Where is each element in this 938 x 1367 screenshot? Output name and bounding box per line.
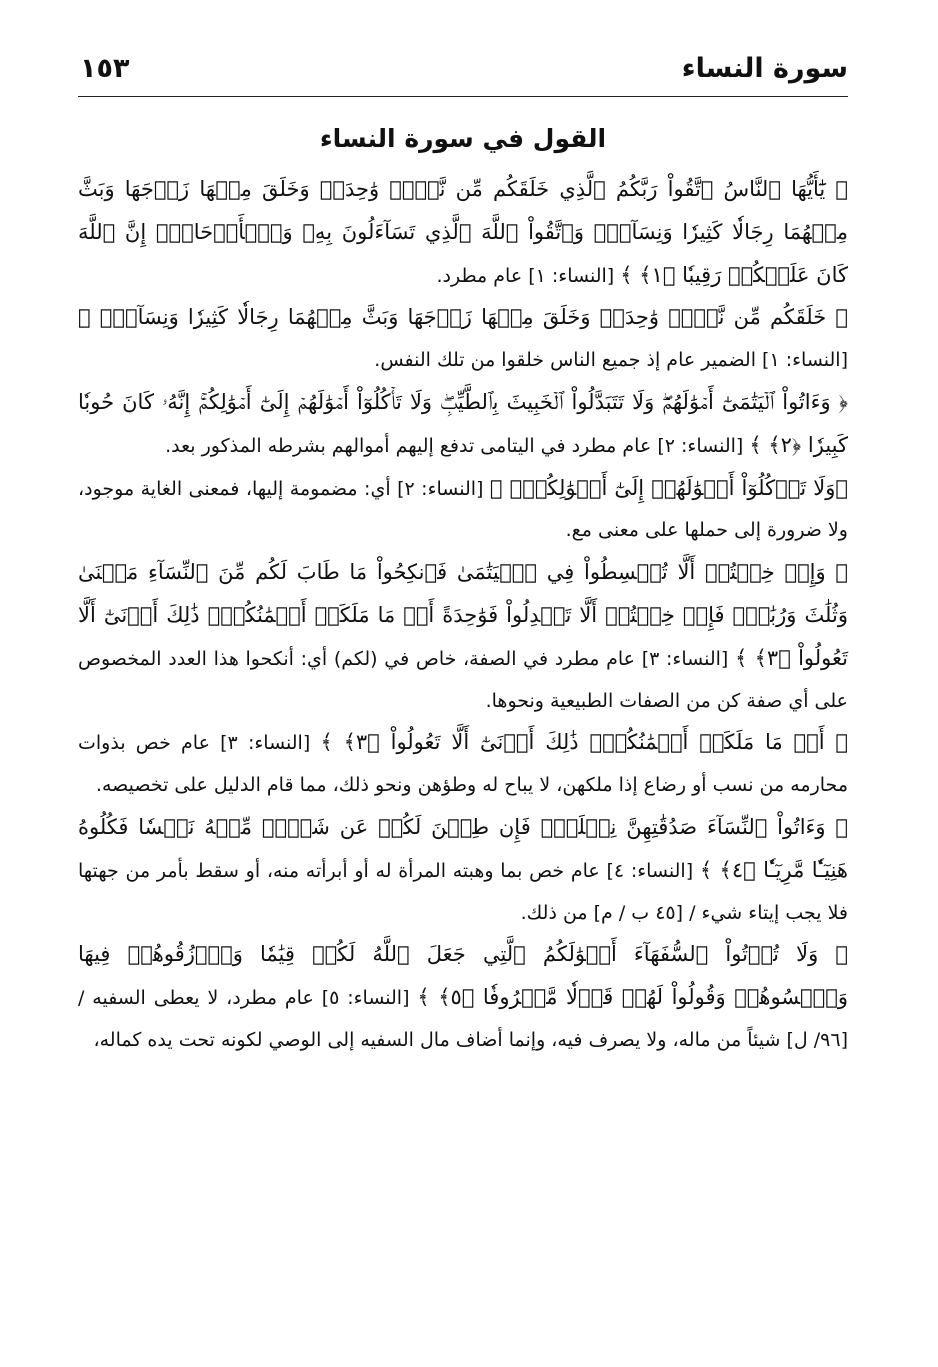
ayah-text: ﴿ وَلَا تُؤۡتُواْ ٱلسُّفَهَآءَ أَمۡوَٰلَكُمُ ٱلَّتِي جَعَلَ ٱللَّهُ لَكُمۡ قِيَٰمٗا وَٱرۡزُقُوهُمۡ فِيهَا وَٱكۡسُوهُمۡ وَقُولُواْ لَهُمۡ قَوۡلٗا مَّعۡرُوفٗا ﴿٥﴾ ﴾ — [78, 942, 849, 1010]
chapter-title: القول في سورة النساء — [319, 124, 607, 153]
commentary-entries — [78, 169, 848, 1062]
commentary-text: عام مطرد في الصفة، خاص في (لكم) أي: أنكحوا هذا العدد المخصوص على أي صفة كن من الصفات الطبيعية ونحوها. — [78, 647, 848, 712]
ayah-text: ﴿ وَءَاتُواْ ٱلۡيَتَٰمَىٰٓ أَمۡوَٰلَهُمۡۖ وَلَا تَتَبَدَّلُواْ ٱلۡخَبِيثَ بِٱلطَّيِّبِۖ وَلَا تَأۡكُلُوٓاْ أَمۡوَٰلَهُمۡ إِلَىٰٓ أَمۡوَٰلِكُمۡۚ إِنَّهُۥ كَانَ حُوبٗا كَبِيرٗا ﴿٢﴾ ﴾ — [78, 389, 848, 457]
entry-7 — [78, 807, 848, 934]
ayah-text: ﴿ وَإِنۡ خِفۡتُمۡ أَلَّا تُقۡسِطُواْ فِي ٱلۡيَتَٰمَىٰ فَٱنكِحُواْ مَا طَابَ لَكُم مِّنَ ٱلنِّسَآءِ مَثۡنَىٰ وَثُلَٰثَ وَرُبَٰعَۖ فَإِنۡ خِفۡتُمۡ أَلَّا تَعۡدِلُواْ فَوَٰحِدَةً أَوۡ مَا مَلَكَتۡ أَيۡمَٰنُكُمۡۚ ذَٰلِكَ أَدۡنَىٰٓ أَلَّا تَعُولُواْ ﴿٣﴾ ﴾ — [78, 560, 849, 670]
ayah-reference: [النساء: ٣] — [641, 647, 729, 670]
ayah-text: ﴿ خَلَقَكُم مِّن نَّفۡسٖ وَٰحِدَةٖ وَخَلَقَ مِنۡهَا زَوۡجَهَا وَبَثَّ مِنۡهُمَا رِجَالٗا كَثِيرٗا وَنِسَآءٗۚ ﴾ — [78, 305, 848, 330]
entry-3 — [78, 382, 848, 468]
entry-2 — [78, 297, 848, 382]
ayah-reference: [النساء: ٥] — [321, 987, 410, 1010]
entry-8 — [78, 934, 848, 1061]
commentary-text: عام خص بما وهبته المرأة له أو أبرأته منه، أو سقط بأمر من جهتها فلا يجب إيتاء شيء / [٤٥ ب / م] من ذلك. — [78, 859, 848, 924]
ayah-reference: [النساء: ٢] — [397, 477, 484, 500]
ayah-text: ﴿ أَوۡ مَا مَلَكَتۡ أَيۡمَٰنُكُمۡۚ ذَٰلِكَ أَدۡنَىٰٓ أَلَّا تَعُولُواْ ﴿٣﴾ ﴾ — [320, 730, 848, 755]
commentary-text: عام مطرد في اليتامى تدفع إليهم أموالهم بشرطه المذكور بعد. — [165, 434, 652, 457]
ayah-text: ﴿وَلَا تَأۡكُلُوٓاْ أَمۡوَٰلَهُمۡ إِلَىٰٓ أَمۡوَٰلِكُمۡۚ ﴾ — [489, 475, 848, 500]
page-number: ١٥٣ — [80, 53, 130, 84]
page-header — [78, 40, 848, 97]
commentary-text: الضمير عام إذ جميع الناس خلقوا من تلك النفس. — [374, 349, 756, 372]
entry-4 — [78, 468, 848, 553]
ayah-text: ﴿ وَءَاتُواْ ٱلنِّسَآءَ صَدُقَٰتِهِنَّ نِحۡلَةٗۚ فَإِن طِبۡنَ لَكُمۡ عَن شَيۡءٖ مِّنۡهُ نَفۡسٗا فَكُلُوهُ هَنِيٓـٔٗا مَّرِيٓـٔٗا ﴿٤﴾ ﴾ — [78, 814, 849, 882]
commentary-text: عام خص بذوات محارمه من نسب أو رضاع إذا ملكهن، لا يباح له وطؤهن ونحو ذلك، مما قام الدليل على تخصيصه. — [78, 732, 848, 797]
commentary-text: أي: مضمومة إليها، فمعنى الغاية موجود، ولا ضرورة إلى حملها على معنى مع. — [78, 477, 848, 542]
commentary-text: عام مطرد، لا يعطى السفيه / [٩٦/ ل] شيئاً من ماله، ولا يصرف فيه، وإنما أضاف مال السفيه إلى الوصي لكونه تحت يده كماله، — [78, 987, 848, 1051]
surah-name: سورة النساء — [681, 53, 848, 84]
ayah-reference: [النساء: ١] — [762, 349, 848, 372]
ayah-reference: [النساء: ٣] — [220, 732, 311, 755]
entry-1 — [78, 169, 848, 297]
entry-5 — [78, 552, 848, 722]
commentary-text: عام مطرد. — [436, 264, 523, 287]
ayah-text: ﴿ يَٰٓأَيُّهَا ٱلنَّاسُ ٱتَّقُواْ رَبَّكُمُ ٱلَّذِي خَلَقَكُم مِّن نَّفۡسٖ وَٰحِدَةٖ وَخَلَقَ مِنۡهَا زَوۡجَهَا وَبَثَّ مِنۡهُمَا رِجَالٗا كَثِيرٗا وَنِسَآءٗۚ وَٱتَّقُواْ ٱللَّهَ ٱلَّذِي تَسَآءَلُونَ بِهِۦ وَٱلۡأَرۡحَامَۚ إِنَّ ٱللَّهَ كَانَ عَلَيۡكُمۡ رَقِيبٗا ﴿١﴾ ﴾ — [78, 177, 848, 287]
entry-6 — [78, 722, 848, 807]
book-page — [78, 40, 848, 1340]
ayah-reference: [النساء: ٢] — [657, 434, 744, 457]
ayah-reference: [النساء: ١] — [528, 264, 615, 287]
ayah-reference: [النساء: ٤] — [606, 859, 694, 882]
